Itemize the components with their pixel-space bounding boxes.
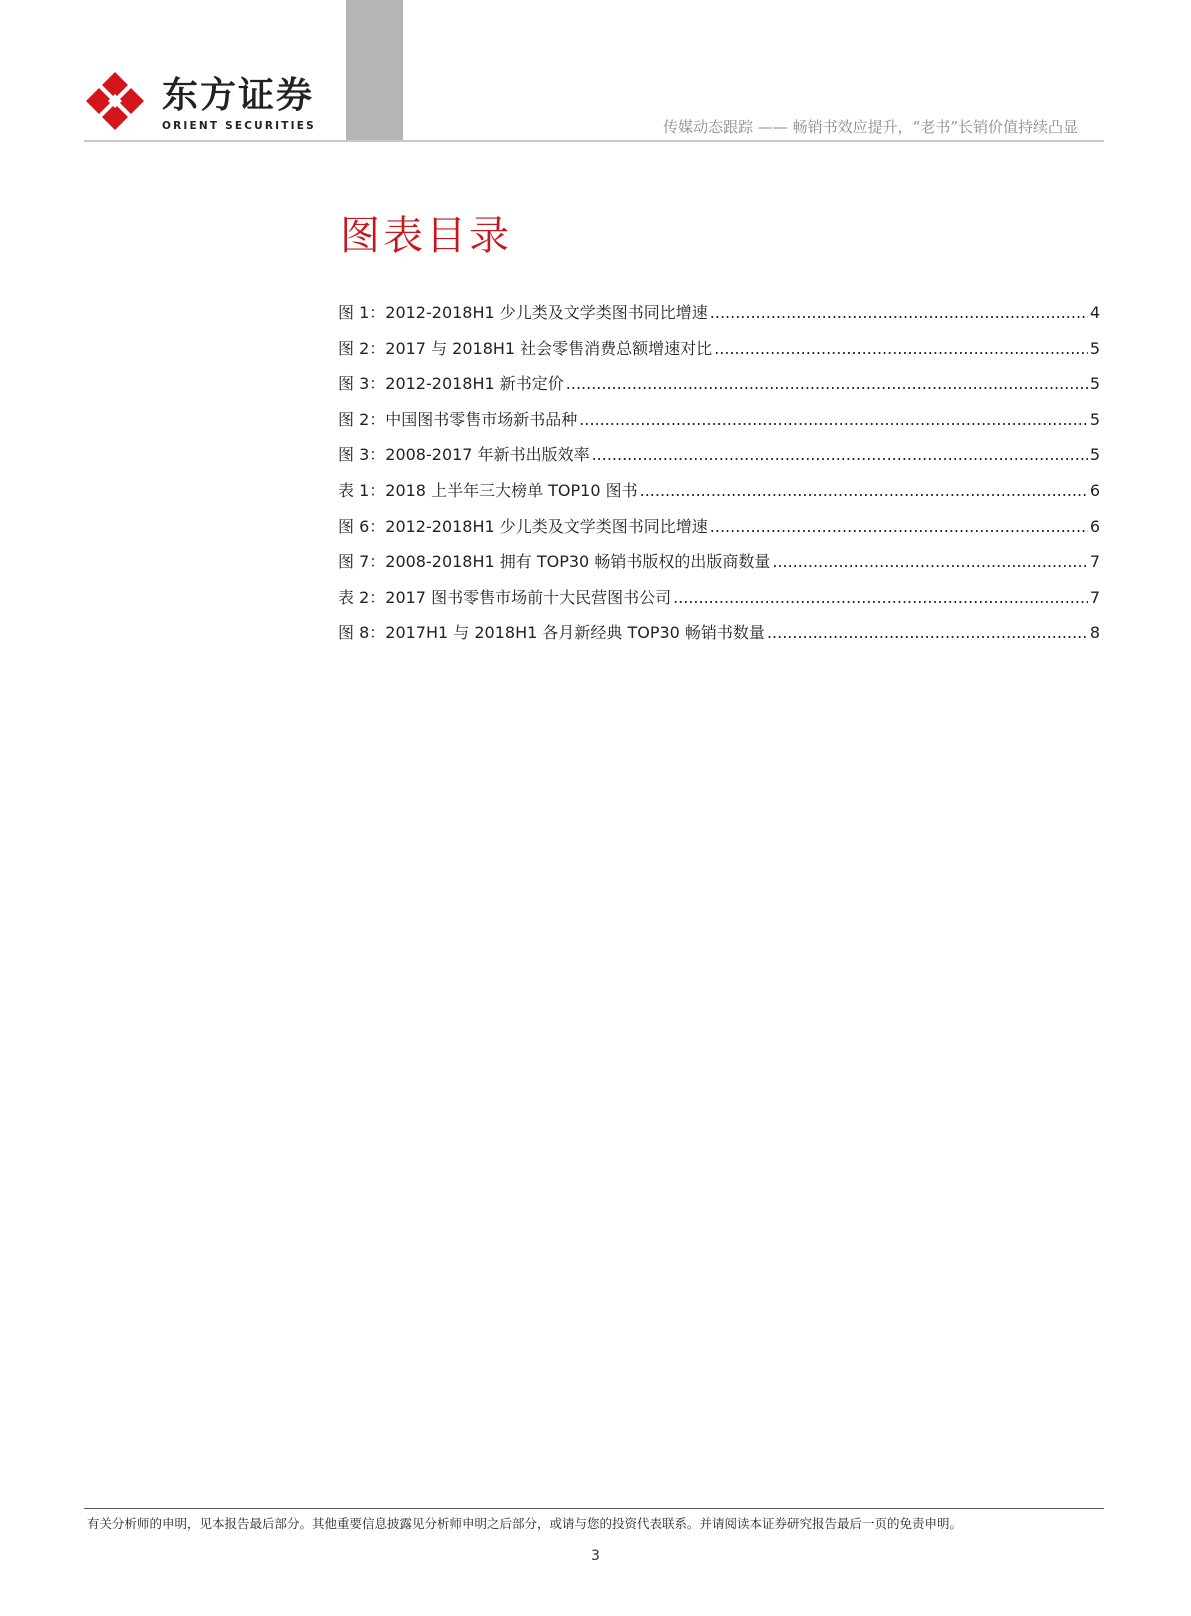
toc-entry-label: 表 1：2018 上半年三大榜单 TOP10 图书 [338, 480, 638, 500]
header-divider [84, 140, 1104, 142]
orient-securities-logo-icon [84, 70, 146, 132]
toc-entry-page: 5 [1089, 374, 1100, 394]
toc-entry[interactable] [338, 620, 1100, 656]
toc-entry-label: 图 2：2017 与 2018H1 社会零售消费总额增速对比 [338, 338, 713, 358]
toc-entry[interactable] [338, 371, 1100, 407]
toc-entry-label: 图 6：2012-2018H1 少儿类及文学类图书同比增速 [338, 516, 708, 536]
toc-entry-page: 6 [1089, 480, 1100, 500]
toc-dot-leader [710, 303, 1088, 322]
footer-disclaimer: 有关分析师的申明，见本报告最后部分。其他重要信息披露见分析师申明之后部分，或请与您的投资代表联系。并请阅读本证券研究报告最后一页的免责申明。 [87, 1516, 963, 1531]
toc-dot-leader [767, 623, 1088, 642]
toc-entry[interactable] [338, 407, 1100, 443]
toc-entry-label: 图 2：中国图书零售市场新书品种 [338, 409, 578, 429]
toc-entry[interactable] [338, 478, 1100, 514]
toc-title: 图表目录 [340, 213, 512, 259]
report-header-title: 传媒动态跟踪 —— 畅销书效应提升，“老书”长销价值持续凸显 [663, 118, 1078, 136]
toc-entry-page: 5 [1089, 445, 1100, 465]
toc-entry-label: 图 7：2008-2018H1 拥有 TOP30 畅销书版权的出版商数量 [338, 552, 771, 572]
toc-entry-page: 6 [1089, 516, 1100, 536]
toc-dot-leader [714, 339, 1088, 358]
toc-entry-page: 7 [1089, 587, 1100, 607]
toc-entry-page: 4 [1089, 303, 1100, 322]
toc-dot-leader [566, 374, 1088, 393]
toc-entry[interactable] [338, 300, 1100, 336]
toc-dot-leader [592, 445, 1088, 464]
toc-dot-leader [710, 517, 1088, 536]
footer-divider [84, 1508, 1104, 1509]
header-gray-band [346, 0, 403, 142]
toc-entry-label: 表 2：2017 图书零售市场前十大民营图书公司 [338, 587, 672, 607]
toc-dot-leader [772, 552, 1087, 571]
toc-entry-label: 图 1：2012-2018H1 少儿类及文学类图书同比增速 [338, 303, 708, 322]
toc-entry[interactable] [338, 336, 1100, 372]
toc-entry-page: 5 [1089, 338, 1100, 358]
toc-dot-leader [640, 481, 1088, 500]
logo-name-en: ORIENT SECURITIES [162, 120, 316, 132]
toc-entry[interactable] [338, 585, 1100, 621]
logo-name-cn: 东方证券 [162, 75, 315, 116]
toc-entry[interactable] [338, 514, 1100, 550]
toc-entry-page: 8 [1089, 623, 1100, 643]
toc-entry-page: 7 [1089, 552, 1100, 572]
page-number: 3 [591, 1548, 600, 1564]
toc-dot-leader [673, 588, 1088, 607]
company-logo [84, 70, 324, 140]
toc-entry-label: 图 3：2008-2017 年新书出版效率 [338, 445, 590, 465]
toc-entry-label: 图 8：2017H1 与 2018H1 各月新经典 TOP30 畅销书数量 [338, 623, 765, 643]
toc-entry-label: 图 3：2012-2018H1 新书定价 [338, 374, 564, 394]
toc-entry[interactable] [338, 549, 1100, 585]
toc-entry-page: 5 [1089, 409, 1100, 429]
toc-list [338, 300, 1100, 656]
toc-dot-leader [579, 410, 1088, 429]
toc-entry[interactable] [338, 442, 1100, 478]
